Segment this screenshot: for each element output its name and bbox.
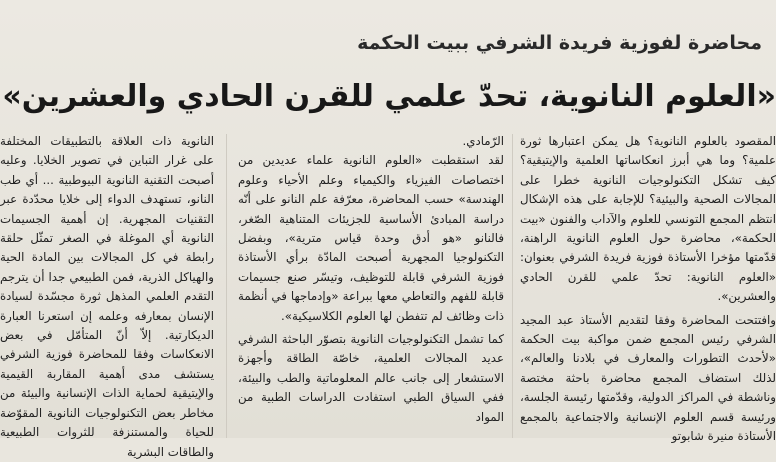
- column-right-paragraph-2: وافتتحت المحاضرة وفقا لتقديم الأستاذ عبد المجيد الشرفي رئيس المجمع ضمن مواكبة بيت الحكمة «لأحدث التطورات والمعارف في بلادنا والعالم»، لذلك استضاف المجمع محاضرة باحثة مختصة وناشطة في المراكز الدولية، وقدّمتها رئيسة الجلسة، ورئيسة قسم العلوم الإنسانية والاجتماعية بالمجمع الأستاذة منيرة شابوتو: [520, 312, 776, 444]
- column-middle-paragraph-3: كما تشمل التكنولوجيات النانوية بتصوّر الباحثة الشرفي عديد المجالات العلمية، خاصّة الطاقة وأجهزة الاستشعار إلى جانب عالم المعلوماتية والطب والبيئة، ففي السياق الطبي استفادت الدراسات الطبية من المواد: [238, 332, 504, 424]
- article-kicker: محاضرة لفوزية فريدة الشرفي ببيت الحكمة: [357, 32, 762, 54]
- column-divider: [512, 134, 513, 438]
- column-right-paragraph-1: المقصود بالعلوم النانوية؟ هل يمكن اعتبارها ثورة علمية؟ وما هي أبرز انعكاساتها العلمية والإيتيقية؟ كيف تشكل التكنولوجيات النانوية خطرا على المجالات الصحية والبيئية؟ للإجابة على هذه الإشكال انتظم المجمع التونسي للعلوم والآداب والفنون «بيت الحكمة»، محاضرة حول العلوم النانوية الراهنة، قدّمتها مؤخرا الأستاذة فوزية فريدة الشرفي بعنوان: «العلوم النانوية: تحدّ علمي للقرن الحادي والعشرين».: [520, 134, 776, 304]
- article-column-middle: [238, 132, 504, 438]
- column-middle-paragraph-2: لقد استقطبت «العلوم النانوية علماء عديدين من اختصاصات الفيزياء والكيمياء وعلم الأحياء وعلوم الهندسة» حسب المحاضرة، معرّفة علم النانو على أنّه دراسة المبادئ الأساسية للجزيئات المتناهية الصّغر، فالنانو «هو أدق وحدة قياس مترية»، وبفضل التكنولوجيا المجهرية أصبحت المادّة برأي الأستاذة فوزية الشرفي قابلة للتوظيف، وتيسّر صنع جسيمات قابلة للفهم والتعاطي معها ببراعة «وإدماجها في أنظمة ذات وظائف لم تتفطن لها العلوم الكلاسيكية».: [238, 153, 504, 323]
- column-middle-paragraph-1: الرّمادي.: [462, 134, 504, 148]
- column-divider: [226, 134, 227, 438]
- article-column-right: [520, 132, 776, 444]
- column-left-paragraph-1: النانوية ذات العلاقة بالتطبيقات المختلفة على غرار التباين في تصوير الخلايا. وعليه أصبحت التقنية النانوية البيوطبية ... أي طب النانو، تستهدف الدواء إلى خلايا محدّدة عبر التقنيات المجهرية. إن أهمية الجسيمات النانوية أي الموغلة في الصغر تمثّل حلقة رابطة في كل المجالات بين المادة الحية والهياكل الذرية، فمن الطبيعي جدا أن يترجم التقدم العلمي المذهل ثورة مجسّدة لسيادة الإنسان بمعارفه وعلمه إن استعرنا العبارة الديكارتية. إلاّ أنّ المتأمّل في بعض الانعكاسات وفقا للمحاضرة فوزية الشرفي يستشف مدى أهمية المقاربة القيمية والإيتيقية لحماية الذات الإنسانية والبيئة من مخاطر بعض التكنولوجيات النانوية المقوّضة للحياة والمستنزفة للثروات الطبيعية والطاقات البشرية: [0, 134, 214, 459]
- article-headline: «العلوم النانوية، تحدّ علمي للقرن الحادي والعشرين»: [2, 79, 776, 114]
- article-column-left: [0, 132, 214, 459]
